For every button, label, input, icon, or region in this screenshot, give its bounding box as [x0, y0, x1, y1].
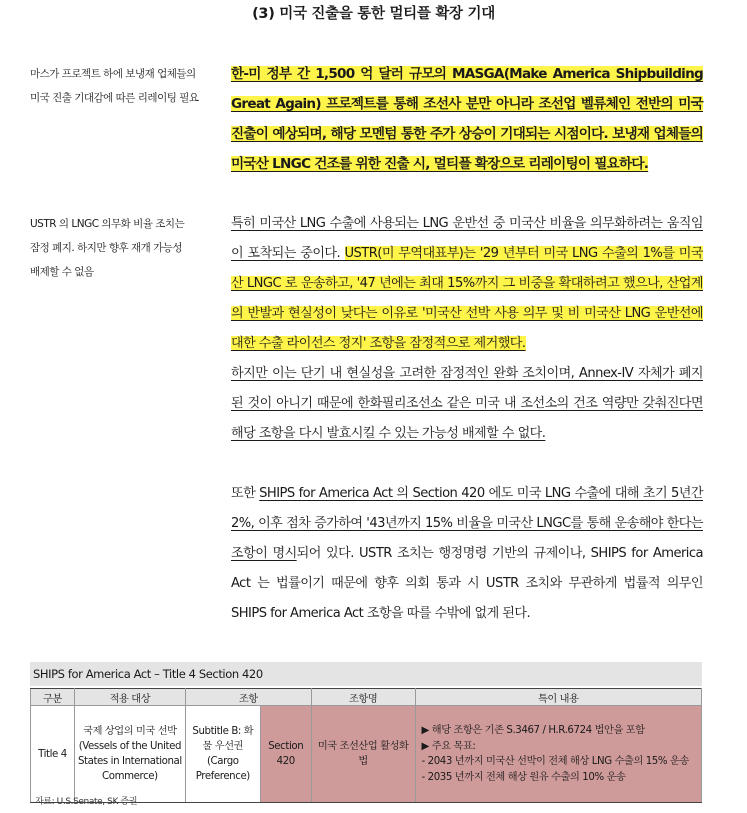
ships-act-table	[30, 688, 702, 803]
paragraph-ships-act	[231, 479, 703, 629]
side-note-line: 배제할 수 없음	[30, 266, 94, 278]
note-line: - 2035 년까지 전체 해상 원유 수출의 10% 운송	[421, 771, 626, 783]
header-clause-name: 조항명	[311, 689, 415, 706]
cell-target: 국제 상업의 미국 선박 (Vessels of the United States in International Commerce)	[74, 706, 185, 803]
cell-notes	[415, 706, 701, 803]
paragraph-text: 되어 있다. USTR 조치는 행정명령 기반의 규제이나, SHIPS for America Act 는 법률이기 때문에 향후 의회 통과 시 USTR 조치와 무관하게 법률적 의무인 SHIPS for America Act 조항을 따를 수밖에 없게 된다.	[231, 546, 703, 621]
underlined-text: SHIPS for America Act 의 Section 420 에도 미국 LNG 수출에 대해 초기 5년간 2%, 이후 점차 증가하여 '43년까지 15% 비율을 미국산 LNGC를 통해 운송해야 한다는 조항이 명시	[231, 486, 704, 561]
highlighted-text: USTR(미 무역대표부)는 '29 년부터 미국 LNG 수출의 1%를 미국산 LNGC 로 운송하고, '47 년에는 최대 15%까지 그 비중을 확대하려고 했으나, 산업계의 반발과 현실성이 낮다는 이유로 '미국산 선박 사용 의무 및 비 미국산 LNG 운반선에 대한 수출 라이선스 정지' 조항을 잠정적으로 제거했다.	[231, 246, 703, 351]
table-row	[31, 706, 702, 803]
paragraph-text: 특히 미국산 LNG 수출에 사용되는 LNG 운반선 중 미국산 비율을 의무화하려는 움직임이 포착되는 중이다.	[231, 216, 703, 261]
cell-category: Title 4	[31, 706, 75, 803]
paragraph-ustr	[231, 209, 703, 449]
header-target: 적용 대상	[74, 689, 185, 706]
paragraph-text: 하지만 이는 단기 내 현실성을 고려한 잠정적인 완화 조치이며, Annex-IV 자체가 폐지된 것이 아니기 때문에 한화필리조선소 같은 미국 내 조선소의 건조 역량만 갖춰진다면 해당 조항을 다시 발효시킬 수 있는 가능성 배제할 수 없다.	[231, 366, 703, 441]
note-line: ▶ 주요 목표:	[421, 740, 476, 752]
source-note: 자료: U.S.Senate, SK 증권	[35, 797, 138, 807]
header-clause: 조항	[185, 689, 311, 706]
cell-subtitle: Subtitle B: 화물 우선권 (Cargo Preference)	[185, 706, 260, 803]
header-notes: 특이 내용	[415, 689, 701, 706]
section-heading: (3) 미국 진출을 통한 멀티플 확장 기대	[252, 6, 495, 22]
cell-clause-name: 미국 조선산업 활성화법	[311, 706, 415, 803]
side-note-line: USTR 의 LNGC 의무화 비율 조치는	[30, 218, 185, 230]
table-title: SHIPS for America Act – Title 4 Section 420	[30, 662, 702, 686]
header-category: 구분	[31, 689, 75, 706]
side-note-2	[30, 212, 215, 284]
highlighted-text: 한-미 정부 간 1,500 억 달러 규모의 MASGA(Make America Shipbuilding Great Again) 프로젝트를 통해 조선사 분만 아니라 조선업 벨류체인 전반의 미국 진출이 예상되며, 해당 모멘텀 통한 주가 상승이 기대되는 시점이다. 보냉재 업체들의 미국산 LNGC 건조를 위한 진출 시, 멀티플 확장으로 리레이팅이 필요하다.	[231, 66, 703, 172]
note-line: ▶ 해당 조항은 기존 S.3467 / H.R.6724 법안을 포함	[421, 725, 645, 736]
note-line: - 2043 년까지 미국산 선박이 전체 해상 LNG 수출의 15% 운송	[421, 756, 689, 767]
side-note-line: 마스가 프로젝트 하에 보냉재 업체들의	[30, 68, 196, 80]
paragraph-text: 또한	[231, 486, 260, 501]
table-header-row	[31, 689, 702, 706]
cell-section: Section 420	[260, 706, 311, 803]
side-note-1	[30, 62, 215, 110]
side-note-line: 잠정 폐지. 하지만 향후 재개 가능성	[30, 242, 183, 254]
side-note-line: 미국 진출 기대감에 따른 리레이팅 필요	[30, 92, 199, 104]
paragraph-masga	[231, 59, 703, 179]
